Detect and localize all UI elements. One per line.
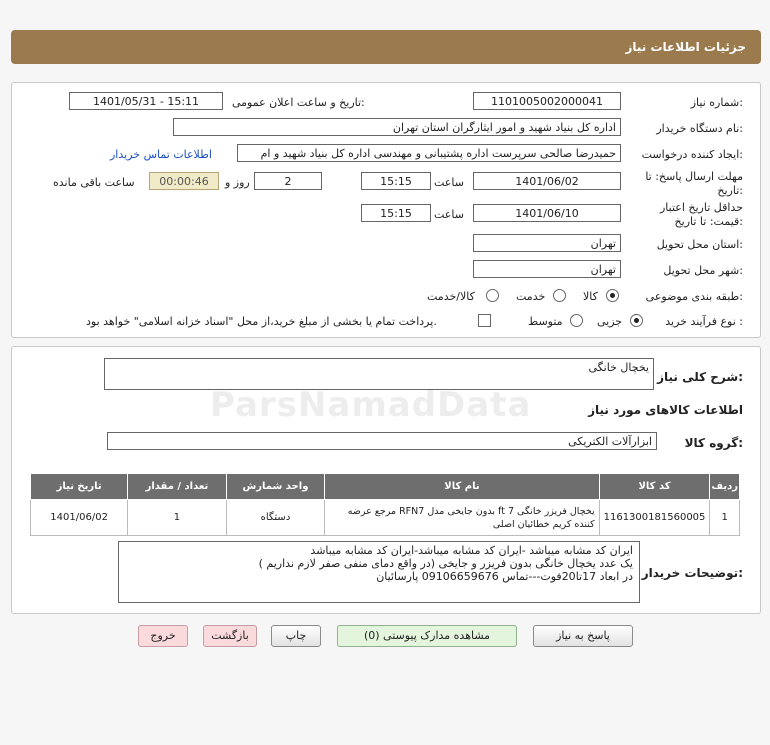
print-button[interactable]: چاپ bbox=[271, 625, 321, 647]
deadline-date-field[interactable]: 1401/06/02 bbox=[473, 172, 621, 190]
goods-table-header bbox=[31, 474, 740, 500]
reply-button[interactable]: پاسخ به نیاز bbox=[533, 625, 633, 647]
col-qty: تعداد / مقدار bbox=[128, 474, 226, 500]
summary-label: شرح کلی نیاز: bbox=[657, 370, 743, 384]
goods-section-title: اطلاعات کالاهای مورد نیاز bbox=[588, 403, 743, 417]
goods-table bbox=[30, 473, 740, 536]
col-unit: واحد شمارش bbox=[226, 474, 325, 500]
buyer-notes-line-2: یک عدد یخچال خانگی بدون فریزر و جایخی (در واقع دمای منفی صفر لازم نداریم ) bbox=[258, 557, 633, 570]
city-field[interactable]: تهران bbox=[473, 260, 621, 278]
col-code: کد کالا bbox=[599, 474, 710, 500]
validity-time-field[interactable]: 15:15 bbox=[361, 204, 431, 222]
cell-unit: دستگاه bbox=[226, 500, 325, 536]
validity-date-field[interactable]: 1401/06/10 bbox=[473, 204, 621, 222]
city-label: شهر محل تحویل: bbox=[663, 264, 743, 277]
process-label: نوع فرآیند خرید : bbox=[665, 315, 743, 328]
page-header bbox=[11, 30, 761, 64]
view-attachments-button[interactable]: مشاهده مدارک پیوستی (0) bbox=[337, 625, 517, 647]
category-option-goods: کالا bbox=[583, 290, 598, 303]
category-option-goods-service: کالا/خدمت bbox=[427, 290, 475, 303]
process-radio-medium[interactable] bbox=[570, 314, 583, 327]
back-button[interactable]: بازگشت bbox=[203, 625, 257, 647]
creator-field[interactable]: حمیدرضا صالحی سرپرست اداره پشتیبانی و مهندسی اداره کل بنیاد شهید و ام bbox=[237, 144, 621, 162]
buyer-notes-line-1: ایران کد مشابه میباشد -ایران کد مشابه میباشد-ایران کد مشابه میباشد bbox=[310, 544, 633, 557]
cell-code: 1161300181560005 bbox=[599, 500, 710, 536]
buyer-notes-line-3: در ابعاد 17تا20فوت---تماس 09106659676 پارسائیان bbox=[376, 570, 633, 583]
deadline-label-2: تاریخ: bbox=[717, 184, 743, 197]
exit-button[interactable]: خروج bbox=[138, 625, 188, 647]
validity-label-1: حداقل تاریخ اعتبار bbox=[659, 201, 743, 214]
category-radio-goods-service[interactable] bbox=[486, 289, 499, 302]
process-option-minor: جزیی bbox=[597, 315, 623, 328]
days-field[interactable]: 2 bbox=[254, 172, 322, 190]
table-row bbox=[31, 500, 740, 536]
goods-group-field[interactable]: ابزارآلات الکتریکی bbox=[107, 432, 657, 450]
category-radio-service[interactable] bbox=[553, 289, 566, 302]
deadline-time-field[interactable]: 15:15 bbox=[361, 172, 431, 190]
category-label: طبقه بندی موضوعی: bbox=[645, 290, 743, 303]
cell-index: 1 bbox=[710, 500, 740, 536]
category-option-service: خدمت bbox=[516, 290, 546, 303]
col-name: نام کالا bbox=[325, 474, 599, 500]
payment-note: پرداخت تمام یا بخشی از مبلغ خرید،از محل "اسناد خزانه اسلامی" خواهد بود. bbox=[86, 315, 437, 328]
announce-label: تاریخ و ساعت اعلان عمومی: bbox=[232, 96, 365, 109]
page-title: جزئیات اطلاعات نیاز bbox=[625, 40, 746, 54]
announce-field[interactable]: 1401/05/31 - 15:11 bbox=[69, 92, 223, 110]
province-label: استان محل تحویل: bbox=[656, 238, 743, 251]
buyer-notes-label: توضیحات خریدار: bbox=[641, 566, 743, 580]
treasury-checkbox[interactable] bbox=[478, 314, 491, 327]
remaining-label: ساعت باقی مانده bbox=[53, 176, 135, 189]
creator-label: ایجاد کننده درخواست: bbox=[641, 148, 743, 161]
summary-field[interactable]: یخچال خانگی bbox=[104, 358, 654, 390]
cell-date: 1401/06/02 bbox=[31, 500, 128, 536]
category-radio-goods[interactable] bbox=[606, 289, 619, 302]
deadline-time-label: ساعت bbox=[434, 176, 464, 189]
buyer-notes-box bbox=[118, 541, 640, 603]
deadline-label-1: مهلت ارسال پاسخ: تا bbox=[645, 170, 743, 183]
col-date: تاریخ نیاز bbox=[31, 474, 128, 500]
buyer-field[interactable]: اداره کل بنیاد شهید و امور ایثارگران استان تهران bbox=[173, 118, 621, 136]
watermark: ParsNamadData bbox=[210, 385, 532, 425]
cell-name: یخچال فریزر خانگی 7 ft بدون جایخی مدل RFN7 مرجع عرضه کننده کریم خطائیان اصلی bbox=[325, 500, 599, 536]
cell-qty: 1 bbox=[128, 500, 226, 536]
validity-label-2: قیمت: تا تاریخ: bbox=[674, 215, 743, 228]
goods-group-label: گروه کالا: bbox=[684, 436, 743, 450]
remaining-timer: 00:00:46 bbox=[149, 172, 219, 190]
contact-buyer-link[interactable]: اطلاعات تماس خریدار bbox=[110, 148, 212, 161]
validity-time-label: ساعت bbox=[434, 208, 464, 221]
need-number-field[interactable]: 1101005002000041 bbox=[473, 92, 621, 110]
process-option-medium: متوسط bbox=[528, 315, 563, 328]
days-label: روز و bbox=[225, 176, 250, 189]
buyer-label: نام دستگاه خریدار: bbox=[656, 122, 743, 135]
process-radio-minor[interactable] bbox=[630, 314, 643, 327]
province-field[interactable]: تهران bbox=[473, 234, 621, 252]
col-index: ردیف bbox=[710, 474, 740, 500]
need-number-label: شماره نیاز: bbox=[690, 96, 743, 109]
